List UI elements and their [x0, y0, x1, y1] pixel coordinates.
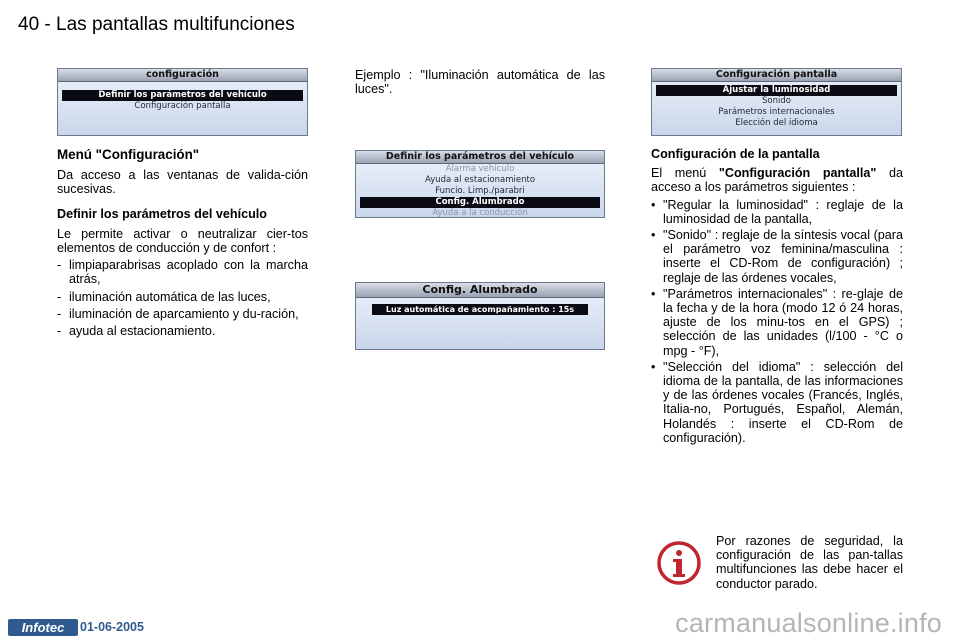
vehicle-params-paragraph: Le permite activar o neutralizar cier-tos elementos de conducción y de confort : [57, 226, 308, 256]
screen-title: Config. Alumbrado [356, 283, 604, 298]
screen-title: Configuración pantalla [652, 69, 901, 82]
list-item: • "Regular la luminosidad" : reglaje de la luminosidad de la pantalla, [651, 198, 903, 226]
intro-suffix: da acceso a los parámetros siguientes : [651, 166, 903, 195]
list-item: • "Selección del idioma" : selección del idioma de la pantalla, de las informaciones y de las órdenes vocales (Francés, Inglés, Italia-no, Portugués, Español, Alemán, Holandés : inserte el CD-Rom de configuración). [651, 360, 903, 445]
screen-line: Alarma vehículo [445, 164, 515, 174]
screen-title: Definir los parámetros del vehículo [356, 151, 604, 164]
screen-lighting-config [355, 282, 605, 350]
list-item: • "Sonido" : reglaje de la síntesis vocal (para el parámetro voz feminina/masculina : inserte el CD-Rom de configuración) ; reglaje de las órdenes vocales, [651, 228, 903, 285]
screen-title: configuración [58, 69, 307, 82]
screen-line-selected: Ajustar la luminosidad [656, 85, 897, 96]
subheading-vehicle-params: Definir los parámetros del vehículo [57, 206, 267, 221]
safety-note: Por razones de seguridad, la configuración de las pan-tallas multifunciones las debe hacer el conductor parado. [716, 534, 903, 591]
screen-line: Funcio. Limp./parabri [435, 186, 525, 196]
section-heading-menu: Menú "Configuración" [57, 147, 200, 162]
intro-paragraph: Da acceso a las ventanas de valida-ción sucesivas. [57, 168, 308, 197]
right-column [651, 147, 903, 445]
list-item: • "Parámetros internacionales" : re-glaje de la fecha y de la hora (modo 12 ó 24 horas, ajuste de los minu-tos en el GPS) ; selección de las unidades (l/100 - °C o mpg - °F), [651, 287, 903, 358]
intro-prefix: El menú [651, 166, 719, 181]
example-caption: Ejemplo : "Iluminación automática de las luces". [355, 68, 605, 97]
watermark: carmanualsonline.info [675, 608, 942, 638]
page-header [18, 14, 295, 36]
screen-line-selected: Config. Alumbrado [360, 197, 600, 208]
header-separator: - [39, 14, 57, 35]
screen-line: Parámetros internacionales [718, 107, 835, 117]
screen-configuracion [57, 68, 308, 136]
page-title: Las pantallas multifunciones [56, 14, 295, 35]
screen-line: Ayuda al estacionamiento [424, 175, 536, 185]
screen-line-selected: Luz automática de acompañamiento : 15s [372, 304, 588, 315]
list-item: - limpiaparabrisas acoplado con la marcha atrás, [57, 258, 308, 286]
page-number: 40 [18, 14, 40, 35]
screen-line: Elección del idioma [735, 118, 818, 128]
screen-line: Ayuda a la conducción [432, 208, 528, 218]
screen-display-config [651, 68, 902, 136]
screen-line: Sonido [762, 96, 791, 106]
screen-line: Configuración pantalla [134, 101, 231, 111]
intro-menu-name: "Configuración pantalla" [718, 166, 877, 181]
infotec-logo: Infotec [8, 619, 78, 636]
section-heading-display: Configuración de la pantalla [651, 147, 820, 161]
footer-date: 01-06-2005 [80, 620, 144, 634]
display-intro-paragraph [651, 166, 903, 194]
vehicle-params-list [57, 258, 308, 338]
left-column [57, 148, 308, 338]
display-params-list [651, 198, 903, 445]
list-item: - iluminación automática de las luces, [57, 290, 308, 304]
screen-line-selected: Definir los parámetros del vehículo [62, 90, 303, 101]
list-item: - iluminación de aparcamiento y du-ración, [57, 307, 308, 321]
info-icon [656, 540, 702, 586]
screen-vehicle-params [355, 150, 605, 218]
list-item: - ayuda al estacionamiento. [57, 324, 308, 338]
